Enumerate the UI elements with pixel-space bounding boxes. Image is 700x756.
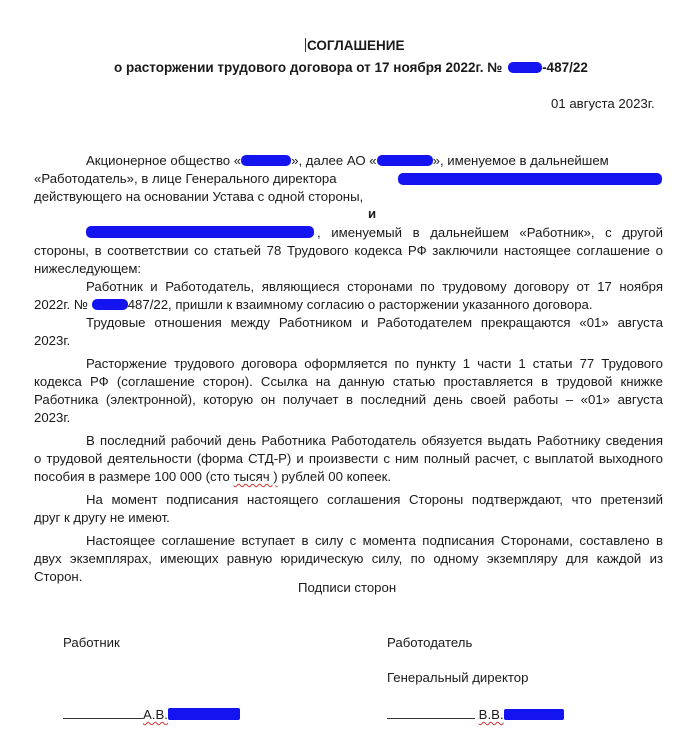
paragraph-8-line-3: Сторон. xyxy=(34,569,83,584)
paragraph-1-line-2 xyxy=(34,170,663,188)
paragraph-6-line-3 xyxy=(34,468,663,486)
paragraph-6-line-2: о трудовой деятельности (форма СТД-Р) и произвести с ним полный расчет, с выплатой выходного xyxy=(34,451,663,466)
redacted-employee-surname xyxy=(168,708,240,720)
title-text: СОГЛАШЕНИЕ xyxy=(307,38,405,53)
text: «Работодатель», в лице Генерального директора xyxy=(34,171,337,186)
paragraph-1-line-3: действующего на основании Устава с одной стороны, xyxy=(34,189,364,204)
redacted-contract-number xyxy=(508,62,542,73)
text: », именуемое в дальнейшем xyxy=(432,153,609,168)
conjunction: и xyxy=(368,206,377,221)
signatures-heading: Подписи сторон xyxy=(298,580,397,595)
signature-blank xyxy=(63,706,143,719)
subtitle-prefix: о расторжении трудового договора от 17 ноября 2022г. № xyxy=(114,60,503,75)
text: », далее АО « xyxy=(291,153,377,168)
document-subtitle xyxy=(114,60,588,75)
redacted-employer-surname xyxy=(504,709,564,720)
employer-initials: В.В. xyxy=(478,707,504,722)
paragraph-4-line-2: 2023г. xyxy=(34,333,71,348)
document-title xyxy=(305,38,404,53)
text: , именуемый в дальнейшем «Работник», с другой xyxy=(317,225,663,240)
redacted-director-name xyxy=(398,173,662,185)
employee-signature-line xyxy=(63,706,240,722)
employer-label: Работодатель xyxy=(387,635,473,650)
paragraph-5-line-3: Работника (электронной), которую он получает в последний день своей работы – «01» августа xyxy=(34,392,663,407)
employer-position: Генеральный директор xyxy=(387,670,529,685)
paragraph-5-line-1: Расторжение трудового договора оформляется по пункту 1 части 1 статьи 77 Трудового xyxy=(86,356,663,371)
paragraph-8-line-1: Настоящее соглашение вступает в силу с момента подписания Сторонами, составлено в xyxy=(86,533,663,548)
signature-blank xyxy=(387,706,475,719)
document-date: 01 августа 2023г. xyxy=(551,96,655,111)
redacted-contract-number xyxy=(92,299,128,310)
paragraph-5-line-4: 2023г. xyxy=(34,410,71,425)
paragraph-1-line-1 xyxy=(86,152,663,170)
text: рублей 00 копеек. xyxy=(277,469,392,484)
paragraph-2-line-2: стороны, в соответствии со статьей 78 Трудового кодекса РФ заключили настоящее соглашение о xyxy=(34,243,663,258)
text: 487/22, пришли к взаимному согласию о расторжении указанного договора. xyxy=(127,297,593,312)
employer-signature-line xyxy=(387,706,564,722)
text: пособия в размере 100 000 (сто xyxy=(34,469,234,484)
paragraph-3-line-1: Работник и Работодатель, являющиеся сторонами по трудовому договору от 17 ноября xyxy=(86,279,663,294)
text: 2022г. № xyxy=(34,297,89,312)
subtitle-suffix: -487/22 xyxy=(542,60,588,75)
paragraph-3-line-2 xyxy=(34,296,663,314)
text-cursor xyxy=(305,38,306,52)
employee-initials: А.В. xyxy=(143,707,168,722)
redacted-employee-name xyxy=(86,226,314,238)
paragraph-7-line-2: друг к другу не имеют. xyxy=(34,510,170,525)
text: Акционерное общество « xyxy=(86,153,242,168)
spellcheck-flagged-text: тысяч ) xyxy=(233,469,278,484)
paragraph-5-line-2: кодекса РФ (соглашение сторон). Ссылка на данную статью проставляется в трудовой книжке xyxy=(34,374,663,389)
paragraph-4-line-1: Трудовые отношения между Работником и Работодателем прекращаются «01» августа xyxy=(86,315,663,330)
redacted-company-name xyxy=(241,155,291,166)
paragraph-2-line-3: нижеследующем: xyxy=(34,261,142,276)
redacted-company-short-name xyxy=(377,155,433,166)
paragraph-8-line-2: двух экземплярах, имеющих равную юридическую силу, по одному экземпляру для каждой из xyxy=(34,551,663,566)
employee-label: Работник xyxy=(63,635,120,650)
paragraph-7-line-1: На момент подписания настоящего соглашения Стороны подтверждают, что претензий xyxy=(86,492,663,507)
paragraph-2-line-1 xyxy=(86,224,663,242)
paragraph-6-line-1: В последний рабочий день Работника Работодатель обязуется выдать Работнику сведения xyxy=(86,433,663,448)
